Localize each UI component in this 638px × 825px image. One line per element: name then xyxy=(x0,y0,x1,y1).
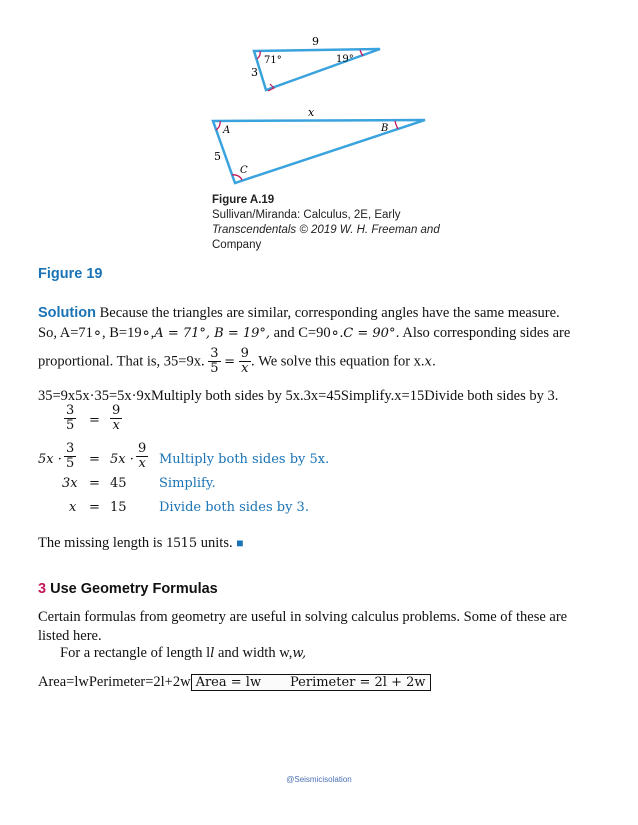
eq-row4-lhs: x xyxy=(69,500,77,515)
eq-row1-lhs xyxy=(64,404,76,434)
figure-caption-line1: Sullivan/Miranda: Calculus, 2E, Early xyxy=(212,209,401,221)
similar-triangles-figure xyxy=(200,32,440,197)
large-angle-b-arc xyxy=(395,121,398,129)
solution-line-1 xyxy=(38,305,560,322)
eq-row2-rhs xyxy=(136,442,148,472)
eq-row2-lhs xyxy=(64,442,76,472)
vertex-a-label: A xyxy=(223,125,231,136)
eq-row2-lhs-num: 3 xyxy=(66,441,75,456)
angles-math: A = 71°, B = 19°, xyxy=(154,326,271,341)
section-paragraph-2 xyxy=(60,645,306,662)
eq-row1-eq: = xyxy=(89,413,100,428)
eq-row2-note: Multiply both sides by 5x. xyxy=(159,452,330,467)
eq-row3-note: Simplify. xyxy=(159,476,216,491)
solution-line-3 xyxy=(38,347,436,377)
section-number: 3 xyxy=(38,581,47,597)
eq-row3-lhs: 3x xyxy=(62,476,78,491)
ratio-equals: = xyxy=(224,354,236,370)
eq-row1-lhs-num: 3 xyxy=(66,403,75,418)
small-angle-19: 19° xyxy=(336,54,354,65)
conclusion-math: 15 xyxy=(180,536,198,551)
eq-row4-rhs: 15 xyxy=(110,500,127,515)
ratio-fraction-left xyxy=(208,347,220,377)
ratio-right-num: 9 xyxy=(240,346,249,361)
ratio-left-num: 3 xyxy=(210,346,219,361)
solution-text-p2b: We solve this equation for x. xyxy=(258,353,425,370)
solution-text-c: and C=90∘. xyxy=(270,325,344,341)
eq-row2-rhs-pre: 5x · xyxy=(110,452,134,467)
eq-row2-rhs-num: 9 xyxy=(138,441,147,456)
figure-caption-line2: Transcendentals © 2019 W. H. Freeman and xyxy=(212,224,440,236)
section-heading xyxy=(38,581,218,597)
solution-text-a: Because the triangles are similar, corresponding angles have the same measure. xyxy=(96,305,560,321)
eq-row2-lhs-pre: 5x · xyxy=(38,452,62,467)
small-angle-71: 71° xyxy=(264,55,282,66)
figure-caption-line3: Company xyxy=(212,239,262,251)
footer-watermark: @Seismicisolation xyxy=(286,775,352,784)
vertex-c-label: C xyxy=(240,165,248,176)
small-side-top: 9 xyxy=(312,35,319,48)
section-title: Use Geometry Formulas xyxy=(46,581,218,597)
ratio-left-den: 5 xyxy=(210,361,219,377)
conclusion-text-b: units. xyxy=(197,535,233,551)
figure-caption-title: Figure A.19 xyxy=(212,194,275,206)
small-angle-71-arc xyxy=(257,51,260,59)
section-p2-text-b: and width w, xyxy=(214,645,293,661)
solution-line-2 xyxy=(38,325,570,342)
section-p2-text-a: For a rectangle of length l xyxy=(60,645,211,661)
eq-row2-rhs-den: x xyxy=(138,456,146,472)
solution-text-b: So, A=71∘, B=19∘, xyxy=(38,325,155,341)
section-p1-line2: listed here. xyxy=(38,628,102,644)
eq-row1-rhs xyxy=(110,404,122,434)
end-of-solution-marker: ■ xyxy=(236,536,244,550)
angle-c-math: C = 90°. xyxy=(343,326,400,341)
figure-heading: Figure 19 xyxy=(38,266,103,282)
ratio-fraction-right xyxy=(239,347,251,377)
conclusion-text-a: The missing length is 15 xyxy=(38,535,181,551)
eq-row1-lhs-den: 5 xyxy=(66,418,75,434)
section-p1-line1: Certain formulas from geometry are useful in solving calculus problems. Some of these are xyxy=(38,609,568,625)
eq-row3-rhs: 45 xyxy=(110,476,127,491)
solution-label: Solution xyxy=(38,305,96,321)
solve-for-x-math: x. xyxy=(424,354,437,370)
ratio-right-den: x xyxy=(241,361,249,377)
equation-plain-text: 35=9x5x·35=5x·9xMultiply both sides by 5x.3x=45Simplify.x=15Divide both sides by 3. xyxy=(38,388,559,404)
eq-row1-rhs-den: x xyxy=(112,418,120,434)
figure-caption xyxy=(212,193,452,253)
ratio-dot: . xyxy=(250,353,255,370)
large-side-top: x xyxy=(308,106,315,119)
solution-text-d: Also corresponding sides are xyxy=(399,325,571,341)
eq-row3-eq: = xyxy=(89,476,100,491)
formula-box: Area = lw Perimeter = 2l + 2w xyxy=(191,674,431,691)
conclusion-line xyxy=(38,535,243,552)
formula-plain-text: Area=lwPerimeter=2l+2w xyxy=(38,674,191,690)
large-side-left: 5 xyxy=(214,150,221,163)
width-math: w, xyxy=(292,646,307,661)
length-math: l xyxy=(210,646,215,661)
eq-row2-eq: = xyxy=(89,452,100,467)
section-paragraph-1 xyxy=(38,608,598,646)
eq-row1-rhs-num: 9 xyxy=(112,403,121,418)
eq-row4-eq: = xyxy=(89,500,100,515)
small-side-left: 3 xyxy=(251,66,258,79)
vertex-b-label: B xyxy=(381,123,389,134)
eq-row4-note: Divide both sides by 3. xyxy=(159,500,309,515)
equation-block xyxy=(38,404,378,522)
formula-line xyxy=(38,674,431,691)
eq-row2-lhs-den: 5 xyxy=(66,456,75,472)
solution-text-p2a: proportional. That is, 35=9x. xyxy=(38,353,205,370)
